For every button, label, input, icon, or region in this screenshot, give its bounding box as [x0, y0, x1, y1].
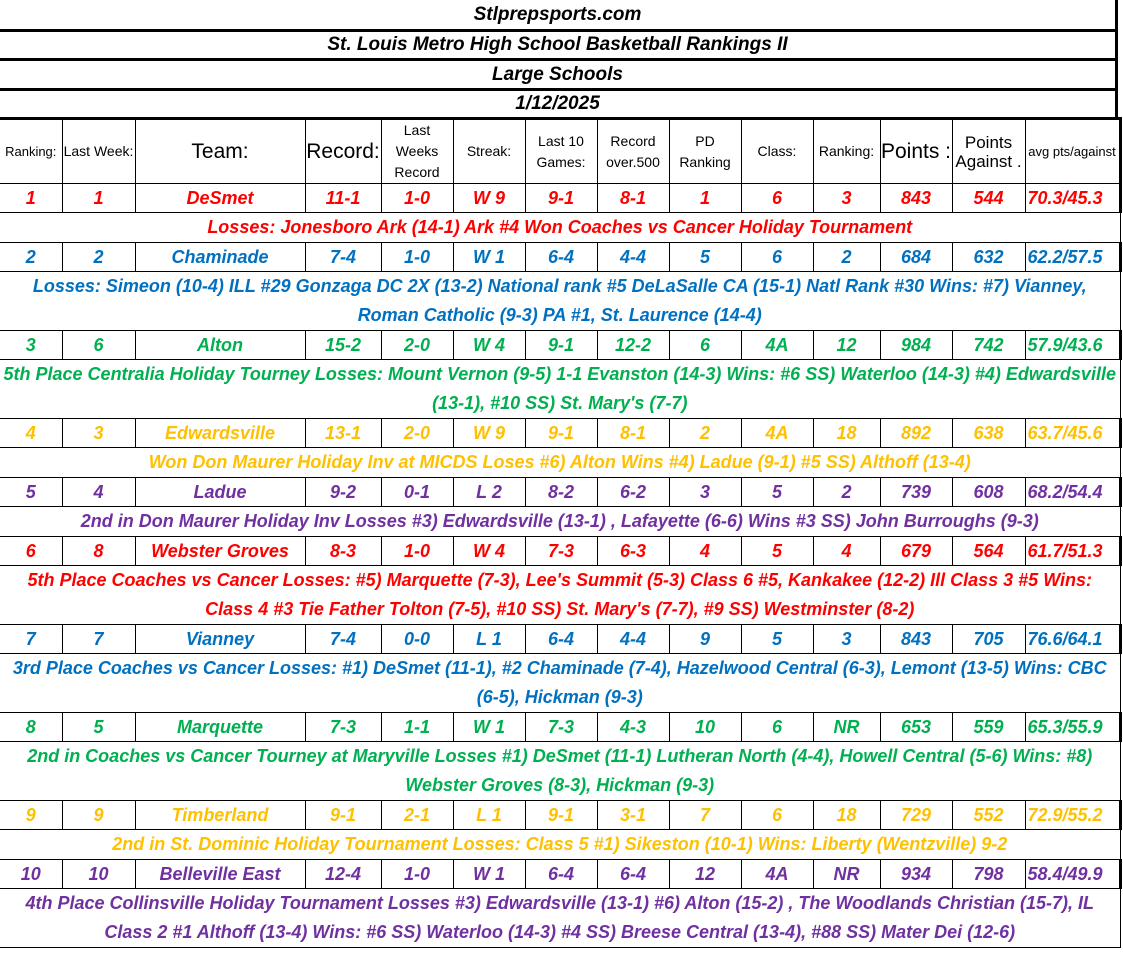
table-row: [0, 625, 1120, 654]
avg-cell: 58.4/49.9: [1025, 860, 1120, 889]
streak-cell: L 1: [453, 801, 525, 830]
rank-cell: 3: [0, 331, 62, 360]
last10-cell: 7-3: [525, 713, 597, 742]
col-points-against: Points Against .: [952, 119, 1025, 184]
table-row: [0, 243, 1120, 272]
col-class-ranking: Ranking:: [813, 119, 880, 184]
avg-cell: 61.7/51.3: [1025, 537, 1120, 566]
col-team: Team:: [135, 119, 305, 184]
last10-cell: 9-1: [525, 801, 597, 830]
col-last10: Last 10 Games:: [525, 119, 597, 184]
rank-cell: 6: [0, 537, 62, 566]
last-week-cell: 7: [62, 625, 135, 654]
col-streak: Streak:: [453, 119, 525, 184]
col-points: Points :: [880, 119, 952, 184]
col-class: Class:: [741, 119, 813, 184]
pd-ranking-cell: 2: [669, 419, 741, 448]
record-cell: 9-1: [305, 801, 381, 830]
pd-ranking-cell: 4: [669, 537, 741, 566]
points-against-cell: 798: [952, 860, 1025, 889]
class-cell: 6: [741, 243, 813, 272]
points-against-cell: 608: [952, 478, 1025, 507]
points-cell: 843: [880, 625, 952, 654]
team-name: Edwardsville: [135, 419, 305, 448]
table-row: [0, 713, 1120, 742]
notes-row: [0, 566, 1120, 625]
points-cell: 984: [880, 331, 952, 360]
class-cell: 6: [741, 184, 813, 213]
record-cell: 12-4: [305, 860, 381, 889]
streak-cell: W 4: [453, 537, 525, 566]
rank-cell: 4: [0, 419, 62, 448]
notes-row: [0, 654, 1120, 713]
team-name: Chaminade: [135, 243, 305, 272]
class-ranking-cell: NR: [813, 713, 880, 742]
pd-ranking-cell: 5: [669, 243, 741, 272]
avg-cell: 76.6/64.1: [1025, 625, 1120, 654]
col-last-week: Last Week:: [62, 119, 135, 184]
points-cell: 729: [880, 801, 952, 830]
site-title: Stlprepsports.com: [0, 0, 1118, 32]
last-weeks-record-cell: 1-0: [381, 243, 453, 272]
streak-cell: W 9: [453, 419, 525, 448]
last10-cell: 7-3: [525, 537, 597, 566]
team-name: Webster Groves: [135, 537, 305, 566]
class-ranking-cell: NR: [813, 860, 880, 889]
record-over-500-cell: 4-4: [597, 625, 669, 654]
team-notes: 5th Place Coaches vs Cancer Losses: #5) Marquette (7-3), Lee's Summit (5-3) Class 6 #5, Kankakee (12-2) Ill Class 3 #5 Wins: Class 4 #3 Tie Father Tolton (7-5), #10 SS) St. Mary's (7-7), #9 SS) Westminster (8-2): [0, 566, 1120, 625]
team-name: Alton: [135, 331, 305, 360]
team-notes: Losses: Simeon (10-4) ILL #29 Gonzaga DC 2X (13-2) National rank #5 DeLaSalle CA (15-1) Natl Rank #30 Wins: #7) Vianney, Roman Catholic (9-3) PA #1, St. Laurence (14-4): [0, 272, 1120, 331]
record-over-500-cell: 3-1: [597, 801, 669, 830]
team-notes: 2nd in Don Maurer Holiday Inv Losses #3) Edwardsville (13-1) , Lafayette (6-6) Wins #3 SS) John Burroughs (9-3): [0, 507, 1120, 537]
class-cell: 5: [741, 478, 813, 507]
last-weeks-record-cell: 0-1: [381, 478, 453, 507]
team-name: Marquette: [135, 713, 305, 742]
points-cell: 679: [880, 537, 952, 566]
team-notes: 2nd in St. Dominic Holiday Tournament Losses: Class 5 #1) Sikeston (10-1) Wins: Liberty (Wentzville) 9-2: [0, 830, 1120, 860]
points-against-cell: 544: [952, 184, 1025, 213]
avg-cell: 72.9/55.2: [1025, 801, 1120, 830]
avg-cell: 68.2/54.4: [1025, 478, 1120, 507]
avg-cell: 65.3/55.9: [1025, 713, 1120, 742]
rankings-table: [0, 117, 1122, 948]
last10-cell: 6-4: [525, 625, 597, 654]
record-cell: 7-3: [305, 713, 381, 742]
date-title: 1/12/2025: [0, 91, 1118, 120]
streak-cell: W 1: [453, 713, 525, 742]
division-title: Large Schools: [0, 61, 1118, 91]
points-against-cell: 742: [952, 331, 1025, 360]
table-row: [0, 478, 1120, 507]
points-against-cell: 705: [952, 625, 1025, 654]
streak-cell: W 4: [453, 331, 525, 360]
table-row: [0, 801, 1120, 830]
team-notes: 3rd Place Coaches vs Cancer Losses: #1) DeSmet (11-1), #2 Chaminade (7-4), Hazelwood Central (6-3), Lemont (13-5) Wins: CBC (6-5), Hickman (9-3): [0, 654, 1120, 713]
class-ranking-cell: 18: [813, 419, 880, 448]
last10-cell: 9-1: [525, 331, 597, 360]
record-cell: 13-1: [305, 419, 381, 448]
points-cell: 684: [880, 243, 952, 272]
points-cell: 934: [880, 860, 952, 889]
table-row: [0, 331, 1120, 360]
notes-row: [0, 448, 1120, 478]
notes-row: [0, 360, 1120, 419]
pd-ranking-cell: 10: [669, 713, 741, 742]
points-against-cell: 559: [952, 713, 1025, 742]
team-notes: 2nd in Coaches vs Cancer Tourney at Maryville Losses #1) DeSmet (11-1) Lutheran North (4-4), Howell Central (5-6) Wins: #8) Webster Groves (8-3), Hickman (9-3): [0, 742, 1120, 801]
record-over-500-cell: 4-4: [597, 243, 669, 272]
last-week-cell: 10: [62, 860, 135, 889]
last-weeks-record-cell: 1-0: [381, 537, 453, 566]
notes-row: [0, 507, 1120, 537]
class-cell: 4A: [741, 331, 813, 360]
record-over-500-cell: 4-3: [597, 713, 669, 742]
last10-cell: 6-4: [525, 243, 597, 272]
rank-cell: 8: [0, 713, 62, 742]
team-name: Ladue: [135, 478, 305, 507]
last-weeks-record-cell: 2-0: [381, 419, 453, 448]
team-name: Vianney: [135, 625, 305, 654]
class-cell: 6: [741, 713, 813, 742]
record-over-500-cell: 8-1: [597, 184, 669, 213]
header-row: [0, 119, 1120, 184]
streak-cell: W 1: [453, 860, 525, 889]
avg-cell: 57.9/43.6: [1025, 331, 1120, 360]
last-week-cell: 8: [62, 537, 135, 566]
last-weeks-record-cell: 0-0: [381, 625, 453, 654]
col-ranking: Ranking:: [0, 119, 62, 184]
team-name: Timberland: [135, 801, 305, 830]
last10-cell: 9-1: [525, 184, 597, 213]
team-notes: Won Don Maurer Holiday Inv at MICDS Loses #6) Alton Wins #4) Ladue (9-1) #5 SS) Althoff (13-4): [0, 448, 1120, 478]
notes-row: [0, 213, 1120, 243]
table-row: [0, 184, 1120, 213]
col-record-over-500: Record over.500: [597, 119, 669, 184]
last10-cell: 9-1: [525, 419, 597, 448]
last-weeks-record-cell: 2-0: [381, 331, 453, 360]
class-ranking-cell: 3: [813, 184, 880, 213]
points-against-cell: 632: [952, 243, 1025, 272]
points-cell: 653: [880, 713, 952, 742]
pd-ranking-cell: 12: [669, 860, 741, 889]
points-against-cell: 552: [952, 801, 1025, 830]
class-ranking-cell: 3: [813, 625, 880, 654]
last-week-cell: 4: [62, 478, 135, 507]
class-ranking-cell: 12: [813, 331, 880, 360]
class-cell: 5: [741, 625, 813, 654]
pd-ranking-cell: 1: [669, 184, 741, 213]
last-week-cell: 6: [62, 331, 135, 360]
record-cell: 8-3: [305, 537, 381, 566]
streak-cell: L 1: [453, 625, 525, 654]
notes-row: [0, 272, 1120, 331]
team-name: Belleville East: [135, 860, 305, 889]
pd-ranking-cell: 7: [669, 801, 741, 830]
class-ranking-cell: 2: [813, 478, 880, 507]
record-cell: 9-2: [305, 478, 381, 507]
team-notes: 4th Place Collinsville Holiday Tournament Losses #3) Edwardsville (13-1) #6) Alton (15-2) , The Woodlands Christian (15-7), IL Class 2 #1 Althoff (13-4) Wins: #6 SS) Waterloo (14-3) #4 SS) Breese Central (13-4), #88 SS) Mater Dei (12-6): [0, 889, 1120, 948]
rank-cell: 7: [0, 625, 62, 654]
team-notes: 5th Place Centralia Holiday Tourney Losses: Mount Vernon (9-5) 1-1 Evanston (14-3) Wins: #6 SS) Waterloo (14-3) #4) Edwardsville (13-1), #10 SS) St. Mary's (7-7): [0, 360, 1120, 419]
table-row: [0, 860, 1120, 889]
class-ranking-cell: 4: [813, 537, 880, 566]
last10-cell: 8-2: [525, 478, 597, 507]
notes-row: [0, 742, 1120, 801]
record-cell: 11-1: [305, 184, 381, 213]
record-over-500-cell: 6-2: [597, 478, 669, 507]
streak-cell: W 1: [453, 243, 525, 272]
col-last-weeks-record: Last Weeks Record: [381, 119, 453, 184]
col-record: Record:: [305, 119, 381, 184]
col-pd-ranking: PD Ranking: [669, 119, 741, 184]
streak-cell: W 9: [453, 184, 525, 213]
record-over-500-cell: 6-4: [597, 860, 669, 889]
table-row: [0, 419, 1120, 448]
points-against-cell: 638: [952, 419, 1025, 448]
rank-cell: 9: [0, 801, 62, 830]
record-over-500-cell: 6-3: [597, 537, 669, 566]
rank-cell: 10: [0, 860, 62, 889]
table-row: [0, 537, 1120, 566]
last-week-cell: 9: [62, 801, 135, 830]
class-cell: 5: [741, 537, 813, 566]
avg-cell: 63.7/45.6: [1025, 419, 1120, 448]
rank-cell: 2: [0, 243, 62, 272]
team-notes: Losses: Jonesboro Ark (14-1) Ark #4 Won Coaches vs Cancer Holiday Tournament: [0, 213, 1120, 243]
record-cell: 7-4: [305, 243, 381, 272]
points-cell: 843: [880, 184, 952, 213]
points-cell: 739: [880, 478, 952, 507]
notes-row: [0, 830, 1120, 860]
last-week-cell: 5: [62, 713, 135, 742]
class-cell: 4A: [741, 860, 813, 889]
pd-ranking-cell: 3: [669, 478, 741, 507]
rank-cell: 1: [0, 184, 62, 213]
points-against-cell: 564: [952, 537, 1025, 566]
rank-cell: 5: [0, 478, 62, 507]
record-cell: 15-2: [305, 331, 381, 360]
points-cell: 892: [880, 419, 952, 448]
last-week-cell: 2: [62, 243, 135, 272]
record-over-500-cell: 8-1: [597, 419, 669, 448]
class-ranking-cell: 18: [813, 801, 880, 830]
class-cell: 6: [741, 801, 813, 830]
streak-cell: L 2: [453, 478, 525, 507]
last-weeks-record-cell: 1-1: [381, 713, 453, 742]
record-cell: 7-4: [305, 625, 381, 654]
avg-cell: 70.3/45.3: [1025, 184, 1120, 213]
record-over-500-cell: 12-2: [597, 331, 669, 360]
pd-ranking-cell: 6: [669, 331, 741, 360]
notes-row: [0, 889, 1120, 948]
last-weeks-record-cell: 2-1: [381, 801, 453, 830]
last-weeks-record-cell: 1-0: [381, 860, 453, 889]
class-ranking-cell: 2: [813, 243, 880, 272]
col-avg: avg pts/against: [1025, 119, 1120, 184]
last-week-cell: 3: [62, 419, 135, 448]
team-name: DeSmet: [135, 184, 305, 213]
page-title: St. Louis Metro High School Basketball Rankings II: [0, 32, 1118, 61]
avg-cell: 62.2/57.5: [1025, 243, 1120, 272]
pd-ranking-cell: 9: [669, 625, 741, 654]
last10-cell: 6-4: [525, 860, 597, 889]
last-weeks-record-cell: 1-0: [381, 184, 453, 213]
class-cell: 4A: [741, 419, 813, 448]
last-week-cell: 1: [62, 184, 135, 213]
